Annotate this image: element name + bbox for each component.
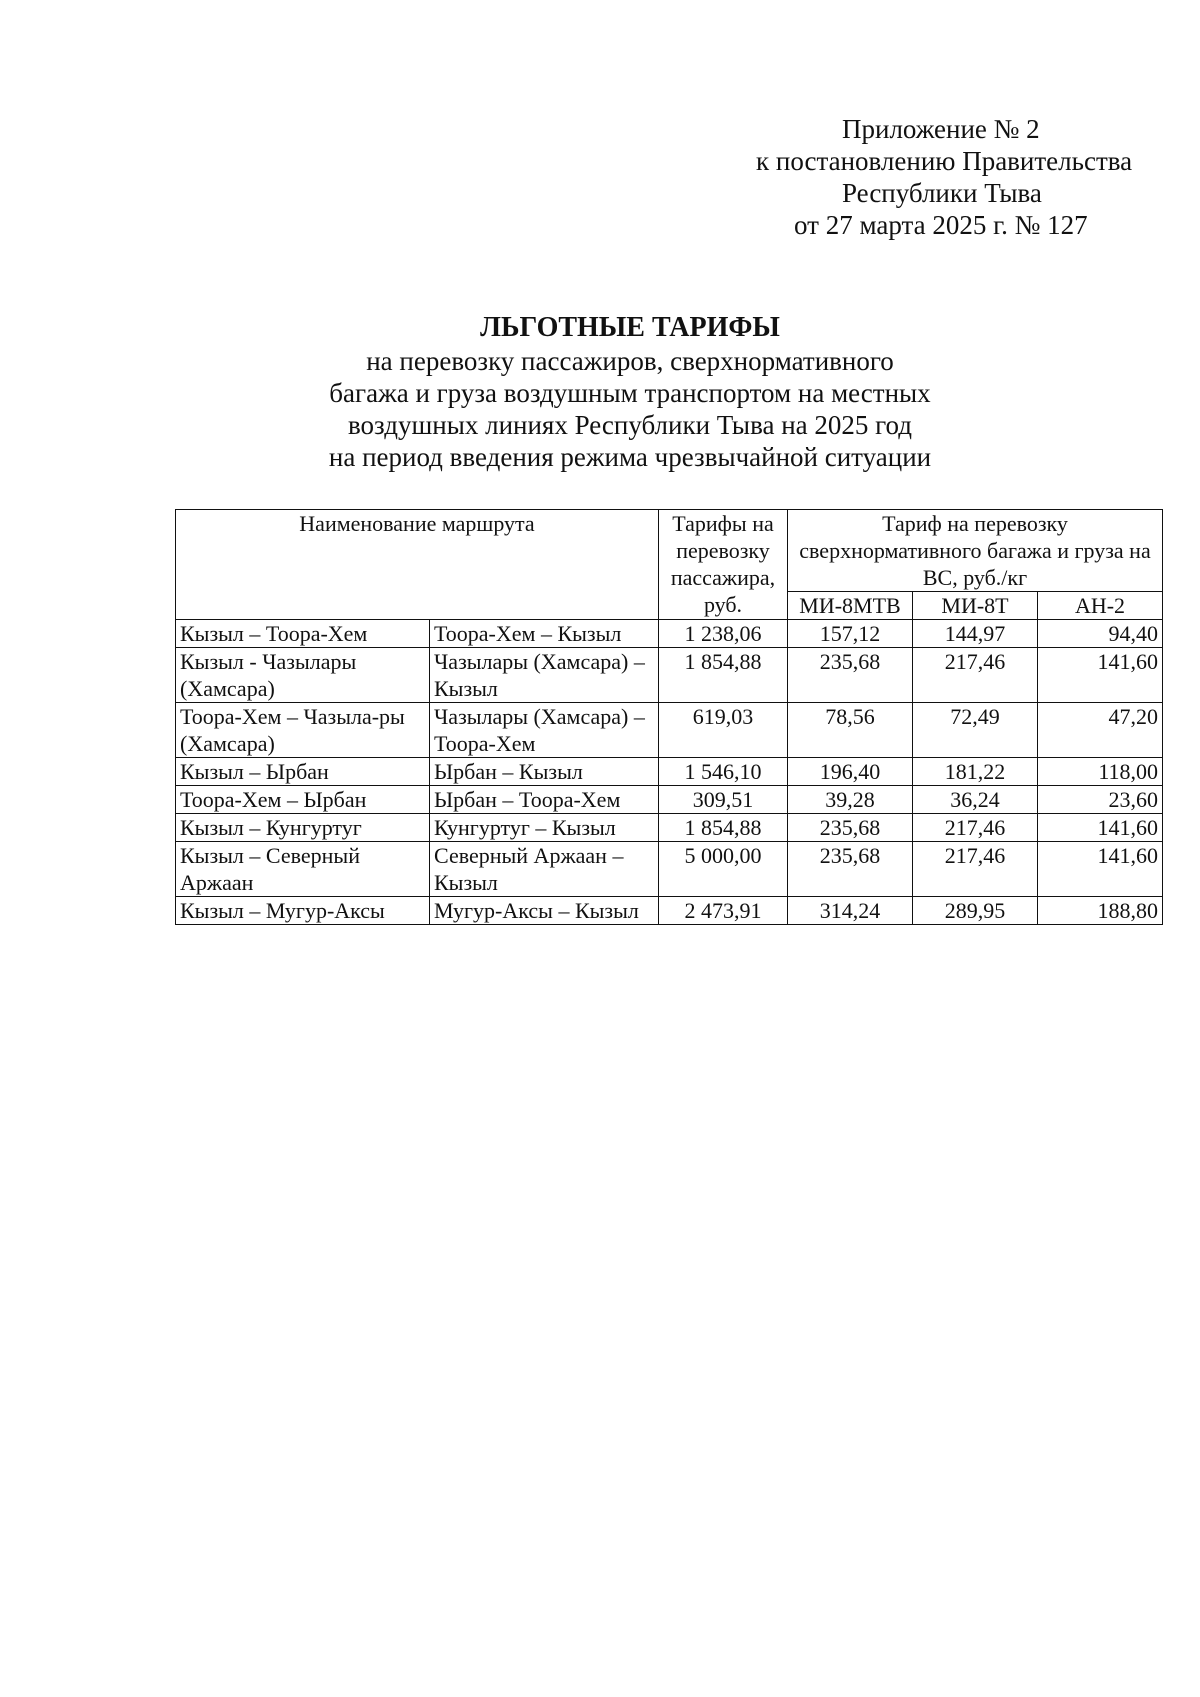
route-to: Кызыл – Мугур-Аксы [176,897,430,925]
header-aircraft-mi8t: МИ-8Т [913,592,1038,620]
route-to: Кызыл – Тоора-Хем [176,620,430,648]
table-row [176,620,1163,648]
fare-mi8mtv: 314,24 [788,897,913,925]
title-main: ЛЬГОТНЫЕ ТАРИФЫ [480,312,780,343]
route-back: Кунгуртуг – Кызыл [430,814,659,842]
header-passenger-fare: Тарифы на перевозку пассажира, руб. [659,510,788,620]
fare-an2: 47,20 [1038,703,1163,758]
table-row [176,786,1163,814]
route-back: Чазылары (Хамсара) – Кызыл [430,648,659,703]
fare-an2: 141,60 [1038,814,1163,842]
title-line-4: на период введения режима чрезвычайной ситуации [328,442,932,472]
route-back: Чазылары (Хамсара) – Тоора-Хем [430,703,659,758]
passenger-fare: 1 546,10 [659,758,788,786]
route-to: Кызыл - Чазылары (Хамсара) [176,648,430,703]
title-line-3: воздушных линиях Республики Тыва на 2025 год [347,410,912,440]
table-row [176,703,1163,758]
route-to: Кызыл – Северный Аржаан [176,842,430,897]
route-back: Ырбан – Кызыл [430,758,659,786]
passenger-fare: 1 238,06 [659,620,788,648]
route-back: Ырбан – Тоора-Хем [430,786,659,814]
title-line-1: на перевозку пассажиров, сверхнормативного [366,346,894,376]
route-to: Тоора-Хем – Ырбан [176,786,430,814]
table-row [176,897,1163,925]
fare-mi8mtv: 196,40 [788,758,913,786]
passenger-fare: 619,03 [659,703,788,758]
table-row [176,842,1163,897]
route-back: Северный Аржаан – Кызыл [430,842,659,897]
appendix-date: от 27 марта 2025 г. № 127 [794,210,1088,240]
fare-mi8mtv: 235,68 [788,814,913,842]
appendix-header [740,113,1160,241]
fare-mi8t: 72,49 [913,703,1038,758]
fare-an2: 188,80 [1038,897,1163,925]
header-cargo-fare: Тариф на перевозку сверхнормативного багажа и груза на ВС, руб./кг [788,510,1163,592]
fare-mi8t: 144,97 [913,620,1038,648]
fare-mi8t: 36,24 [913,786,1038,814]
fare-an2: 141,60 [1038,648,1163,703]
fare-mi8t: 217,46 [913,648,1038,703]
fare-mi8t: 289,95 [913,897,1038,925]
header-aircraft-an2: АН-2 [1038,592,1163,620]
passenger-fare: 5 000,00 [659,842,788,897]
fare-an2: 23,60 [1038,786,1163,814]
appendix-reference: к постановлению Правительства [756,146,1133,176]
route-to: Кызыл – Кунгуртуг [176,814,430,842]
document-title [200,311,1060,473]
fare-mi8mtv: 39,28 [788,786,913,814]
fare-an2: 94,40 [1038,620,1163,648]
tariff-table [175,509,1163,925]
header-aircraft-mi8mtv: МИ-8МТВ [788,592,913,620]
passenger-fare: 2 473,91 [659,897,788,925]
fare-mi8mtv: 157,12 [788,620,913,648]
table-row [176,814,1163,842]
route-back: Мугур-Аксы – Кызыл [430,897,659,925]
passenger-fare: 309,51 [659,786,788,814]
fare-mi8mtv: 235,68 [788,842,913,897]
passenger-fare: 1 854,88 [659,648,788,703]
fare-mi8mtv: 78,56 [788,703,913,758]
header-route: Наименование маршрута [176,510,659,620]
fare-mi8t: 217,46 [913,814,1038,842]
fare-mi8mtv: 235,68 [788,648,913,703]
route-to: Кызыл – Ырбан [176,758,430,786]
table-row [176,758,1163,786]
table-row [176,648,1163,703]
appendix-republic: Республики Тыва [842,178,1042,208]
title-line-2: багажа и груза воздушным транспортом на местных [329,378,931,408]
table-header-row [176,510,1163,592]
route-to: Тоора-Хем – Чазыла-ры (Хамсара) [176,703,430,758]
route-back: Тоора-Хем – Кызыл [430,620,659,648]
fare-an2: 141,60 [1038,842,1163,897]
passenger-fare: 1 854,88 [659,814,788,842]
fare-mi8t: 181,22 [913,758,1038,786]
fare-mi8t: 217,46 [913,842,1038,897]
appendix-number: Приложение № 2 [842,114,1040,144]
fare-an2: 118,00 [1038,758,1163,786]
